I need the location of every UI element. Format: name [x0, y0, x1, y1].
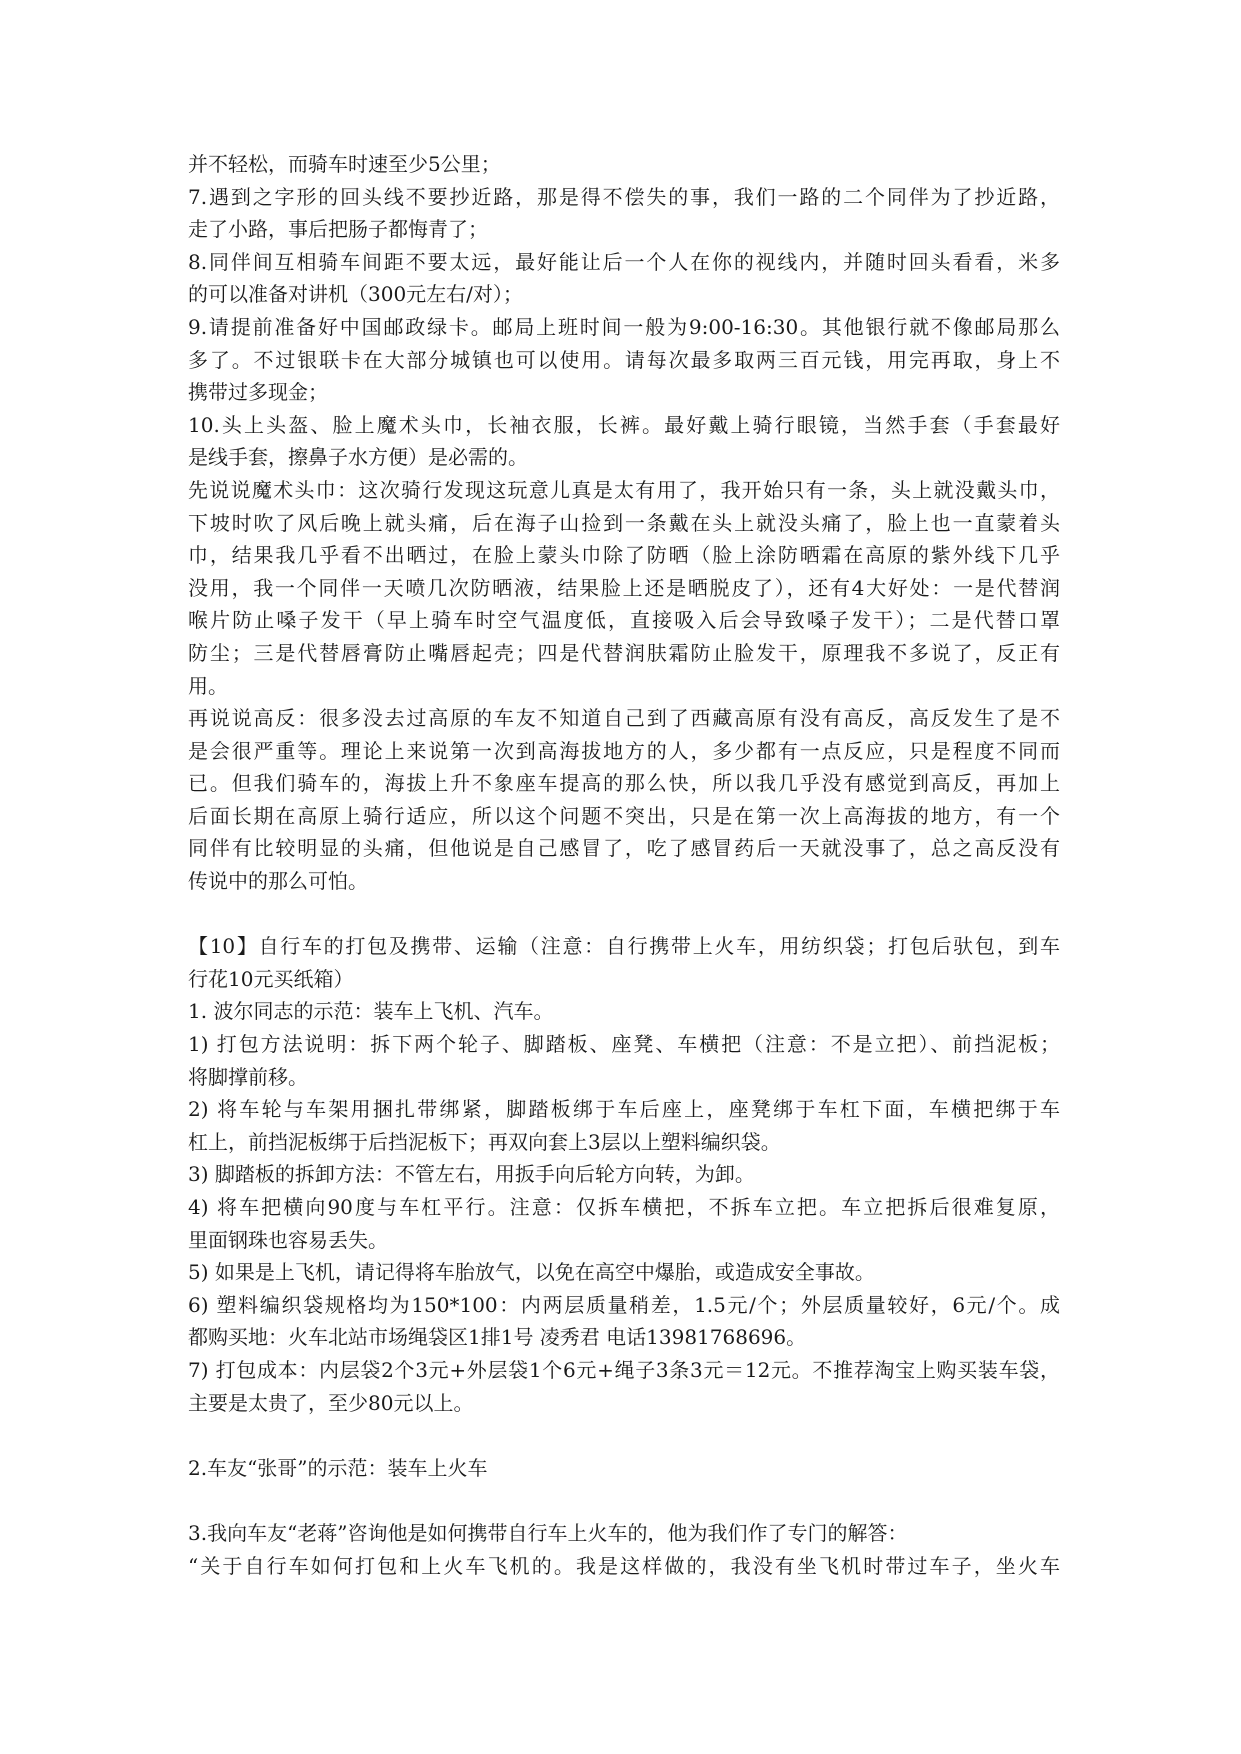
text-line: 8.同伴间互相骑车间距不要太远，最好能让后一个人在你的视线内，并随时回头看看，米多: [188, 249, 1060, 274]
text-line: 10.头上头盔、脸上魔术头巾，长袖衣服，长裤。最好戴上骑行眼镜，当然手套（手套最好: [188, 412, 1060, 437]
document-body: [188, 148, 1060, 1582]
text-line: 3.我向车友“老蒋”咨询他是如何携带自行车上火车的，他为我们作了专门的解答：: [188, 1520, 908, 1545]
text-line: 已。但我们骑车的，海拔上升不象座车提高的那么快，所以我几乎没有感觉到高反，再加上: [188, 771, 1060, 796]
blank-line: [188, 1484, 1060, 1517]
text-line: 先说说魔术头巾：这次骑行发现这玩意儿真是太有用了，我开始只有一条，头上就没戴头巾，: [188, 477, 1060, 502]
text-line: 多了。不过银联卡在大部分城镇也可以使用。请每次最多取两三百元钱，用完再取，身上不: [188, 347, 1060, 372]
blank-line: [188, 898, 1060, 931]
text-line: 再说说高反：很多没去过高原的车友不知道自己到了西藏高原有没有高反，高反发生了是不: [188, 706, 1060, 731]
text-line: 1. 波尔同志的示范：装车上飞机、汽车。: [188, 999, 554, 1024]
text-line: 主要是太贵了，至少80元以上。: [188, 1390, 474, 1415]
text-line: 是线手套，擦鼻子水方便）是必需的。: [188, 445, 528, 470]
text-line: 行花10元买纸箱）: [188, 966, 354, 991]
text-line: 巾，结果我几乎看不出晒过，在脸上蒙头巾除了防晒（脸上涂防晒霜在高原的紫外线下几乎: [188, 543, 1060, 568]
text-line: 5) 如果是上飞机，请记得将车胎放气，以免在高空中爆胎，或造成安全事故。: [188, 1260, 875, 1285]
text-line: 防尘；三是代替唇膏防止嘴唇起壳；四是代替润肤霜防止脸发干，原理我不多说了，反正有: [188, 640, 1060, 665]
text-line: 同伴有比较明显的头痛，但他说是自己感冒了，吃了感冒药后一天就没事了，总之高反没有: [188, 836, 1060, 861]
text-line: 7.遇到之字形的回头线不要抄近路，那是得不偿失的事，我们一路的二个同伴为了抄近路，: [188, 184, 1060, 209]
text-line: 没用，我一个同伴一天喷几次防晒液，结果脸上还是晒脱皮了），还有4大好处：一是代替润: [188, 575, 1060, 600]
text-line: 3) 脚踏板的拆卸方法：不管左右，用扳手向后轮方向转，为卸。: [188, 1162, 755, 1187]
text-line: 1) 打包方法说明：拆下两个轮子、脚踏板、座凳、车横把（注意：不是立把）、前挡泥板；: [188, 1032, 1060, 1057]
text-line: 传说中的那么可怕。: [188, 869, 368, 894]
text-line: “关于自行车如何打包和上火车飞机的。我是这样做的，我没有坐飞机时带过车子，坐火车: [188, 1553, 1060, 1578]
text-line: 9.请提前准备好中国邮政绿卡。邮局上班时间一般为9:00-16:30。其他银行就不像邮局那么: [188, 314, 1060, 339]
blank-line: [188, 1419, 1060, 1452]
text-line: 都购买地：火车北站市场绳袋区1排1号 凌秀君 电话13981768696。: [188, 1325, 807, 1350]
text-line: 并不轻松，而骑车时速至少5公里；: [188, 152, 501, 176]
text-line: 走了小路，事后把肠子都悔青了；: [188, 217, 488, 242]
text-line: 6) 塑料编织袋规格均为150*100：内两层质量稍差，1.5元/个；外层质量较好，6元/个。成: [188, 1292, 1060, 1317]
text-line: 后面长期在高原上骑行适应，所以这个问题不突出，只是在第一次上高海拔的地方，有一个: [188, 803, 1060, 828]
text-line: 杠上，前挡泥板绑于后挡泥板下；再双向套上3层以上塑料编织袋。: [188, 1129, 781, 1154]
text-line: 用。: [188, 673, 228, 698]
text-line: 2) 将车轮与车架用捆扎带绑紧，脚踏板绑于车后座上，座凳绑于车杠下面，车横把绑于车: [188, 1097, 1060, 1122]
text-line: 4) 将车把横向90度与车杠平行。注意：仅拆车横把，不拆车立把。车立把拆后很难复原，: [188, 1195, 1060, 1219]
text-line: 喉片防止嗓子发干（早上骑车时空气温度低，直接吸入后会导致嗓子发干）；二是代替口罩: [188, 608, 1060, 633]
text-line: 7) 打包成本：内层袋2个3元+外层袋1个6元+绳子3条3元＝12元。不推荐淘宝上购买装车袋，: [188, 1357, 1060, 1382]
text-line: 是会很严重等。理论上来说第一次到高海拔地方的人，多少都有一点反应，只是程度不同而: [188, 738, 1060, 763]
text-line: 将脚撑前移。: [188, 1064, 308, 1089]
text-line: 携带过多现金；: [188, 380, 328, 405]
text-line: 【10】自行车的打包及携带、运输（注意：自行携带上火车，用纺织袋；打包后驮包，到车: [188, 934, 1060, 959]
text-line: 的可以准备对讲机（300元左右/对）；: [188, 282, 523, 307]
text-line: 2.车友“张哥”的示范：装车上火车: [188, 1455, 488, 1480]
text-line: 里面钢珠也容易丢失。: [188, 1227, 388, 1252]
text-line: 下坡时吹了风后晚上就头痛，后在海子山捡到一条戴在头上就没头痛了，脸上也一直蒙着头: [188, 510, 1060, 535]
